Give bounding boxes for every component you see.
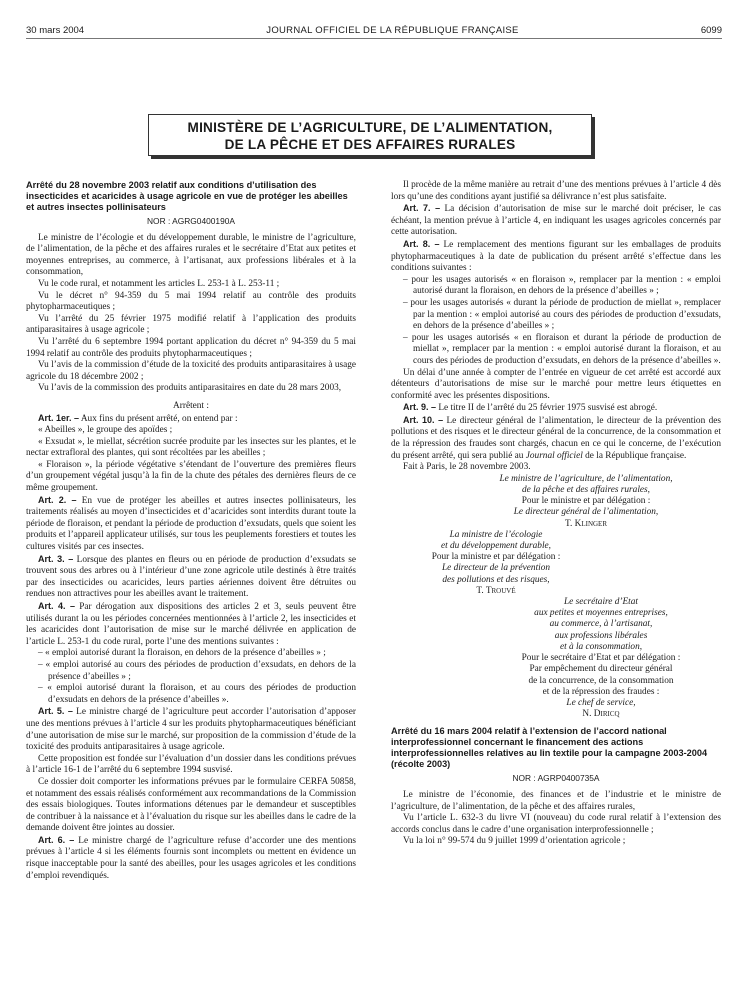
ministry-title-line1: MINISTÈRE DE L’AGRICULTURE, DE L’ALIMENTATION, <box>187 120 553 135</box>
page-header <box>26 18 722 39</box>
article-heading: Art. 3. – <box>38 553 74 564</box>
delegation: Pour le secrétaire d’Etat et par délégation : <box>521 653 681 664</box>
article-1 <box>26 413 356 426</box>
signatory-name: T. Trouvé <box>476 585 516 596</box>
article-heading: Art. 10. – <box>403 414 444 425</box>
visa: Vu l’arrêté du 6 septembre 1994 portant application du décret n° 94-359 du 5 mai 1994 relatif au contrôle des produits phytopharmaceutiques ; <box>26 336 356 359</box>
ministry-title-box <box>148 114 592 156</box>
signatory-name: N. Diricq <box>582 709 620 720</box>
article-heading: Art. 9. – <box>403 402 437 413</box>
page-number: 6099 <box>700 25 722 36</box>
definition: « Exsudat », le miellat, sécrétion sucrée produite par les insectes sur les plantes, et le nectar extrafloral des plantes, qui sont récoltées par les abeilles ; <box>26 436 356 459</box>
article-text: Le directeur général de l’alimentation, le directeur de la prévention des pollutions et des risques et le directeur général de la concurrence, de la consommation et de la répression des fraudes sont chargés, chacun en ce qui le concerne, de l’exécution du présent arrêté, qui sera publié au <box>391 415 721 461</box>
signatory-name: T. Klinger <box>564 518 607 529</box>
nor-reference: NOR : AGRG0400190A <box>147 216 235 226</box>
article-10 <box>391 415 721 462</box>
signature-block-commerce <box>391 597 721 720</box>
signatory-role: Le chef de service, <box>566 697 636 708</box>
signatory-title: Le ministre de l’agriculture, de l’alimentation, <box>499 473 673 484</box>
signatory-title: Le secrétaire d’Etat <box>563 597 638 608</box>
visa: Vu l’article L. 632-3 du livre VI (nouveau) du code rural relatif à l’extension des accords conclus dans le cadre d’une organisation interprofessionnelle ; <box>391 813 721 835</box>
article-9 <box>391 402 721 415</box>
article-7 <box>391 203 721 239</box>
article-heading: Art. 5. – <box>38 706 73 717</box>
list-item: – pour les usages autorisés « en floraison », remplacer par la mention : « emploi autorisé durant la floraison, en dehors de la présence d’abeilles » ; <box>403 274 721 297</box>
journal-title: JOURNAL OFFICIEL DE LA RÉPUBLIQUE FRANÇAISE <box>266 25 519 36</box>
visa: Vu l’avis de la commission d’étude de la toxicité des produits antiparasitaires à usage agricole du 18 décembre 2002 ; <box>26 360 356 382</box>
article-heading: Art. 2. – <box>38 494 77 505</box>
article-text: Lorsque des plantes en fleurs ou en période de production d’exsudats se trouvent sous des arbres ou à l’intérieur d’une zone agricole utile destinés à être traités par des insecticides ou acaricides, leurs parties aériennes doivent être détruites ou rendues non attractives pour les abeilles avant le traitement. <box>26 554 356 600</box>
visa: Vu l’avis de la commission des produits antiparasitaires en date du 28 mars 2003, <box>38 383 342 394</box>
article-text: La décision d’autorisation de mise sur le marché doit préciser, le cas échéant, la mention prévue à l’article 4, en indiquant les usages agricoles concernés par cette autorisation. <box>391 204 721 238</box>
list-item: – pour les usages autorisés « durant la période de production de miellat », remplacer par la mention : « emploi autorisé au cours des périodes de production d’exsudats, en dehors de la présence d’abeilles » ; <box>403 297 721 332</box>
signatory-title: au commerce, à l’artisanat, <box>549 619 653 630</box>
article-text: En vue de protéger les abeilles et autres insectes pollinisateurs, les traitements réalisés au moyen d’insecticides et d’acaricides sont interdits durant toute la période de floraison, et pendant la période de production d’exsudats, quels que soient les produits et l’appareil applicateur utilisés, sur tous les peuplements forestiers et toutes les cultures visités par ces insectes. <box>26 495 357 553</box>
signatory-title: et à la consommation, <box>559 641 643 652</box>
signatory-role: Le directeur de la prévention <box>441 563 551 574</box>
list-item: – pour les usages autorisés « en floraison et durant la période de production de miellat », remplacer par la mention : « emploi autorisé durant la floraison, et au cours des périodes de production d’exsudats, en dehors de la présence d’abeilles ». <box>403 332 721 366</box>
paragraph: Un délai d’une année à compter de l’entrée en vigueur de cet arrêté est accordé aux détenteurs d’autorisations de mise sur le marché pour mettre leurs étiquettes en conformité avec les présentes dispositions. <box>391 367 721 401</box>
list-item: – « emploi autorisé durant la floraison, et au cours des périodes de production d’exsudats en dehors de la présence d’abeilles ». <box>38 683 356 705</box>
journal-officiel-italic: Journal officiel <box>525 450 583 461</box>
article-heading: Art. 7. – <box>403 203 441 214</box>
visa: Vu le code rural, et notamment les articles L. 253-1 à L. 253-11 ; <box>38 278 280 289</box>
article-8 <box>391 239 721 275</box>
header-date: 30 mars 2004 <box>26 25 85 36</box>
delegation: Pour la ministre et par délégation : <box>431 552 561 563</box>
article-4 <box>26 601 356 648</box>
right-column <box>391 180 721 848</box>
article-heading: Art. 8. – <box>403 238 440 249</box>
impediment: et de la répression des fraudes : <box>542 686 660 697</box>
list-item: – « emploi autorisé au cours des périodes de production d’exsudats, en dehors de la présence d’abeilles » ; <box>38 659 356 682</box>
article-text-end: de la République française. <box>582 450 687 461</box>
definition: « Abeilles », le groupe des apoïdes ; <box>38 425 173 436</box>
article-text: Le ministre chargé de l’agriculture refuse d’accorder une des mentions prévues à l’article 4 si les éléments fournis sont incomplets ou mettent en évidence un risque inacceptable pour la santé des abeilles, pour les usages agricoles et les conditions d’emploi revendiqués. <box>26 835 357 881</box>
article-heading: Art. 1er. – <box>38 412 80 423</box>
impediment: de la concurrence, de la consommation <box>528 675 674 686</box>
visa: Vu l’arrêté du 25 février 1975 modifié relatif à l’application des produits antiparasitaires à usage agricole ; <box>26 313 356 336</box>
signatory-title: La ministre de l’écologie <box>449 529 543 540</box>
signatory-role: des pollutions et des risques, <box>442 574 550 585</box>
ministry-title-line2: DE LA PÊCHE ET DES AFFAIRES RURALES <box>224 137 516 152</box>
arrete-title-2: Arrêté du 16 mars 2004 relatif à l’extension de l’accord national interprofessionnel concernant le financement des actions interprofessionnelles relatives au lin textile pour la campagne 2003-2004 (récolte 2003) <box>391 726 708 770</box>
arretent: Arrêtent : <box>173 400 209 411</box>
article-text: Aux fins du présent arrêté, on entend par : <box>80 413 238 424</box>
definition: « Floraison », la période végétative s’étendant de l’ouverture des premières fleurs d’un groupement végétal jusqu’à la fin de la chute des pétales des dernières fleurs de ce même groupement. <box>26 459 356 494</box>
nor-reference-2: NOR : AGRP0400735A <box>512 773 600 784</box>
done-at: Fait à Paris, le 28 novembre 2003. <box>403 462 531 473</box>
signature-block-ecology <box>391 530 721 597</box>
article-text: Le remplacement des mentions figurant sur les emballages de produits phytopharmaceutiques à la date de publication du présent arrêté s’effectue dans les conditions suivantes : <box>391 239 721 274</box>
preamble: Le ministre de l’économie, des finances et de l’industrie et le ministre de l’agriculture, de l’alimentation, de la pêche et des affaires rurales, <box>391 789 721 812</box>
article-text: Par dérogation aux dispositions des articles 2 et 3, seuls peuvent être utilisés durant la ou les périodes concernées mentionnées à l’article 2, les insecticides et les acaricides dont l’autorisation de mise sur le marché délivrée en application de l’article L. 253-1 du code rural, porte l’une des mentions suivantes : <box>26 602 356 647</box>
paragraph: Cette proposition est fondée sur l’évaluation d’un dossier dans les conditions prévues à l’article 16-1 de l’arrêté du 6 septembre 1994 susvisé. <box>26 753 356 776</box>
signatory-title: aux professions libérales <box>554 630 648 641</box>
article-5 <box>26 706 356 753</box>
article-2 <box>26 495 356 554</box>
article-heading: Art. 6. – <box>38 834 75 845</box>
article-6 <box>26 835 356 882</box>
impediment: Par empêchement du directeur général <box>529 664 673 675</box>
article-text: Le ministre chargé de l’agriculture peut accorder l’autorisation d’apposer une des mentions prévues à l’article 4 sur les produits phytopharmaceutiques bénéficiant d’une autorisation de mise sur le marché, sur proposition de la commission d’étude de la toxicité des produits antiparasitaires à usage agricole. <box>26 707 357 753</box>
signatory-title: et du développement durable, <box>441 541 551 552</box>
visa: Vu la loi n° 99-574 du 9 juillet 1999 d’orientation agricole ; <box>403 836 626 847</box>
article-3 <box>26 554 356 601</box>
left-column <box>26 180 356 882</box>
list-item: – « emploi autorisé durant la floraison, en dehors de la présence d’abeilles » ; <box>38 648 326 659</box>
paragraph: Ce dossier doit comporter les informations prévues par le formulaire CERFA 50858, et notamment des essais réalisés conformément aux recommandations de la Commission des essais biologiques. Toutes informations détenues par le demandeur et susceptibles de contribuer à la naissance et à l’évaluation du risque sur les abeilles dans le cadre de la demande doivent être jointes au dossier. <box>26 776 356 834</box>
preamble: Le ministre de l’écologie et du développement durable, le ministre de l’agriculture, de l’alimentation, de la pêche et des affaires rurales et le secrétaire d’Etat aux petites et moyennes entreprises, au commerce, à l’artisanat, aux professions libérales et à la consommation, <box>26 232 356 278</box>
arrete-title: Arrêté du 28 novembre 2003 relatif aux conditions d’utilisation des insecticides et acaricides à usage agricole en vue de protéger les abeilles et autres insectes pollinisateurs <box>26 180 348 212</box>
article-heading: Art. 4. – <box>38 601 75 611</box>
article-text: Le titre II de l’arrêté du 25 février 1975 susvisé est abrogé. <box>438 403 658 414</box>
paragraph: Il procède de la même manière au retrait d’une des mentions prévues à l’article 4 dès lors qu’une des conditions ayant justifié sa délivrance n’est plus satisfaite. <box>391 180 721 202</box>
visa: Vu le décret n° 94-359 du 5 mai 1994 relatif au contrôle des produits phytopharmaceutiques ; <box>26 290 356 313</box>
signatory-title: de la pêche et des affaires rurales, <box>522 485 650 496</box>
signatory-title: aux petites et moyennes entreprises, <box>534 608 668 619</box>
signatory-role: Le directeur général de l’alimentation, <box>513 507 659 518</box>
signature-block-agriculture <box>391 474 721 530</box>
delegation: Pour le ministre et par délégation : <box>521 496 651 507</box>
